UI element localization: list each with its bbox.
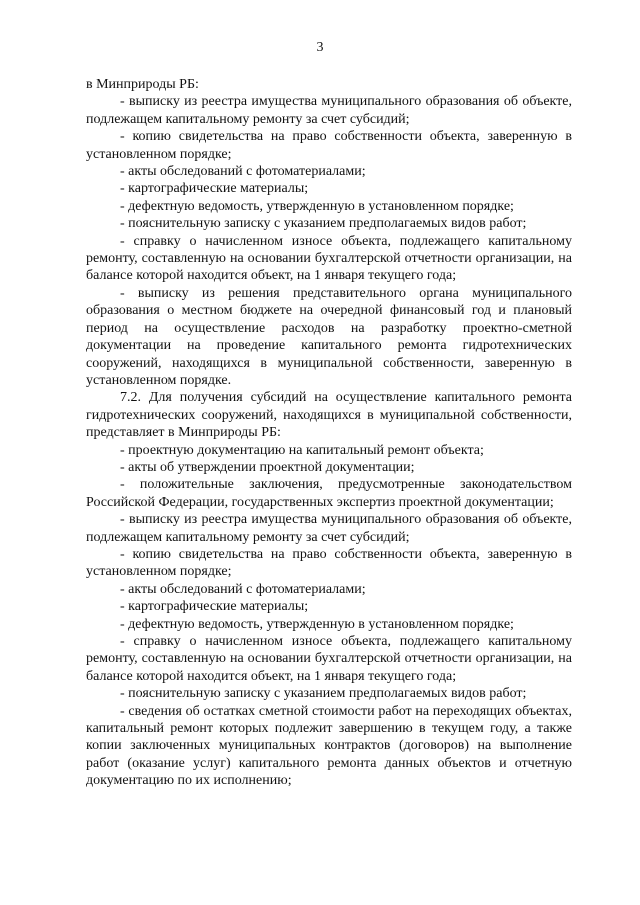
paragraph: - картографические материалы;: [120, 599, 309, 615]
paragraph: - картографические материалы;: [120, 181, 309, 197]
paragraph: - акты обследований с фотоматериалами;: [120, 581, 366, 597]
paragraph: - сведения об остатках сметной стоимости работ на переходящих объектах, капитальный ремонт которых подлежит завершению в текущем году, а также копии заключенных муниципальных контрактов (договоров) на выполнение работ (оказание услуг) капитального ремонта данных объектов и отчетную документацию по их исполнению;: [86, 703, 572, 789]
paragraph: - выписку из решения представительного органа муниципального образования о местном бюджете на очередной финансовый год и плановый период на осуществление расходов на разработку проектно-сметной документации на проведение капитального ремонта гидротехнических сооружений, находящихся в муниципальной собственности, заверенную в установленном порядке.: [86, 285, 572, 388]
paragraph: в Минприроды РБ:: [86, 77, 199, 92]
paragraph: - копию свидетельства на право собственности объекта, заверенную в установленном порядке;: [86, 129, 572, 162]
paragraph: - акты об утверждении проектной документации;: [120, 459, 415, 475]
paragraph: 7.2. Для получения субсидий на осуществление капитального ремонта гидротехнических сооружений, находящихся в муниципальной собственности, представляет в Минприроды РБ:: [86, 390, 572, 441]
paragraph: - выписку из реестра имущества муниципального образования об объекте, подлежащем капитальному ремонту за счет субсидий;: [86, 512, 572, 545]
paragraph: - дефектную ведомость, утвержденную в установленном порядке;: [120, 198, 514, 214]
paragraph: - справку о начисленном износе объекта, подлежащего капитальному ремонту, составленную на основании бухгалтерской отчетности организации, на балансе которой находится объект, на 1 января текущего года;: [86, 233, 572, 284]
page-number: 3: [316, 40, 324, 55]
paragraph: - пояснительную записку с указанием предполагаемых видов работ;: [120, 686, 527, 702]
document-body: [86, 76, 572, 790]
paragraph: - положительные заключения, предусмотренные законодательством Российской Федерации, государственных экспертиз проектной документации;: [86, 477, 572, 510]
paragraph: - выписку из реестра имущества муниципального образования об объекте, подлежащем капитальному ремонту за счет субсидий;: [86, 94, 572, 127]
paragraph: - акты обследований с фотоматериалами;: [120, 164, 366, 180]
paragraph: - справку о начисленном износе объекта, подлежащего капитальному ремонту, составленную на основании бухгалтерской отчетности организации, на балансе которой находится объект, на 1 января текущего года;: [86, 634, 572, 684]
paragraph: - пояснительную записку с указанием предполагаемых видов работ;: [120, 216, 527, 232]
paragraph: - дефектную ведомость, утвержденную в установленном порядке;: [120, 616, 514, 632]
paragraph: - проектную документацию на капитальный ремонт объекта;: [120, 442, 484, 458]
paragraph: - копию свидетельства на право собственности объекта, заверенную в установленном порядке;: [86, 546, 572, 580]
